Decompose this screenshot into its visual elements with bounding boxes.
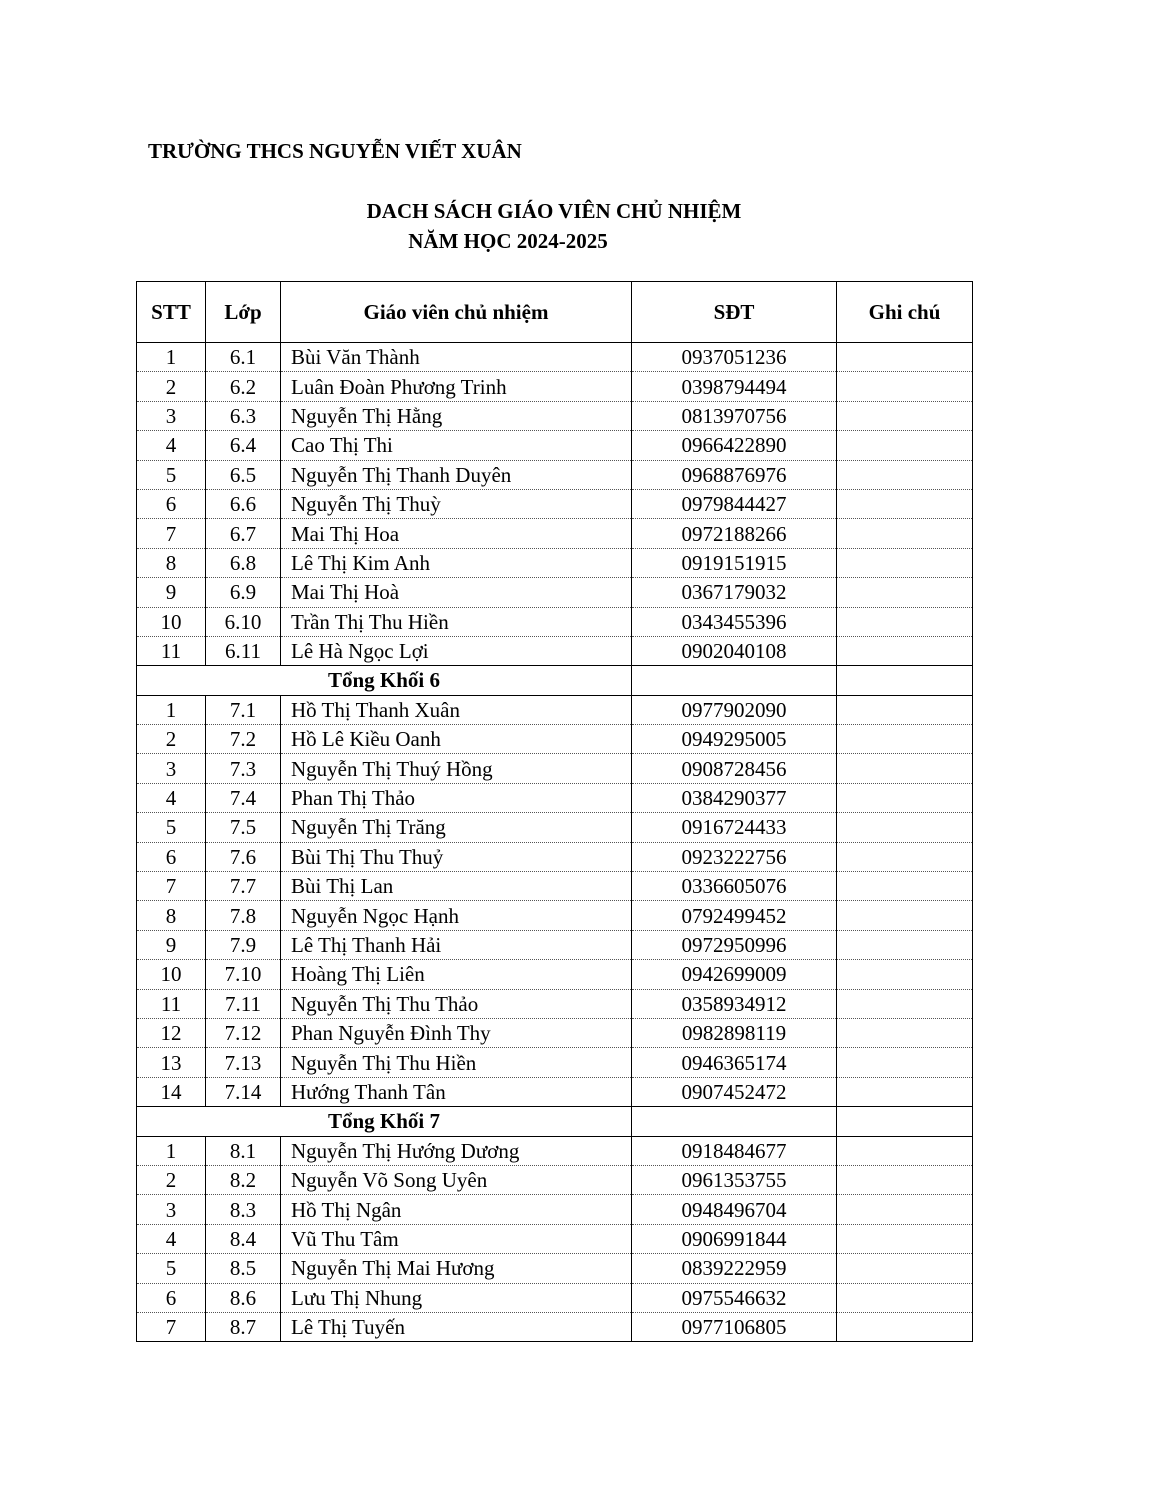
row-teacher-name: Nguyễn Thị Thu Hiền xyxy=(281,1048,632,1077)
row-note xyxy=(837,1018,973,1047)
row-class: 7.11 xyxy=(206,989,281,1018)
row-class: 7.1 xyxy=(206,695,281,724)
row-class: 7.12 xyxy=(206,1018,281,1047)
row-teacher-name: Mai Thị Hoà xyxy=(281,578,632,607)
row-class: 7.5 xyxy=(206,813,281,842)
row-note xyxy=(837,1254,973,1283)
row-teacher-name: Luân Đoàn Phương Trinh xyxy=(281,372,632,401)
row-class: 7.14 xyxy=(206,1077,281,1106)
row-class: 6.3 xyxy=(206,401,281,430)
table-row xyxy=(137,1224,973,1253)
table-row xyxy=(137,401,973,430)
row-note xyxy=(837,1136,973,1165)
table-row xyxy=(137,901,973,930)
row-teacher-name: Nguyễn Thị Trăng xyxy=(281,813,632,842)
row-phone: 0982898119 xyxy=(632,1018,837,1047)
row-note xyxy=(837,725,973,754)
row-stt: 3 xyxy=(137,401,206,430)
row-phone: 0977106805 xyxy=(632,1312,837,1341)
row-phone: 0977902090 xyxy=(632,695,837,724)
row-class: 6.2 xyxy=(206,372,281,401)
table-row xyxy=(137,636,973,665)
row-class: 8.6 xyxy=(206,1283,281,1312)
table-row xyxy=(137,842,973,871)
table-row xyxy=(137,607,973,636)
row-teacher-name: Vũ Thu Tâm xyxy=(281,1224,632,1253)
table-row xyxy=(137,1283,973,1312)
row-stt: 6 xyxy=(137,489,206,518)
row-note xyxy=(837,489,973,518)
group-total-note xyxy=(837,666,973,695)
row-phone: 0908728456 xyxy=(632,754,837,783)
row-note xyxy=(837,1283,973,1312)
row-note xyxy=(837,695,973,724)
row-class: 6.7 xyxy=(206,519,281,548)
row-note xyxy=(837,872,973,901)
row-stt: 4 xyxy=(137,783,206,812)
row-phone: 0942699009 xyxy=(632,960,837,989)
row-note xyxy=(837,901,973,930)
row-stt: 8 xyxy=(137,548,206,577)
row-phone: 0979844427 xyxy=(632,489,837,518)
row-teacher-name: Lê Thị Kim Anh xyxy=(281,548,632,577)
row-note xyxy=(837,372,973,401)
row-note xyxy=(837,1077,973,1106)
row-teacher-name: Hồ Thị Ngân xyxy=(281,1195,632,1224)
row-class: 6.6 xyxy=(206,489,281,518)
row-stt: 12 xyxy=(137,1018,206,1047)
row-note xyxy=(837,783,973,812)
row-teacher-name: Bùi Thị Thu Thuỷ xyxy=(281,842,632,871)
row-stt: 8 xyxy=(137,901,206,930)
table-row xyxy=(137,343,973,372)
row-teacher-name: Nguyễn Thị Hướng Dương xyxy=(281,1136,632,1165)
row-note xyxy=(837,1048,973,1077)
table-row xyxy=(137,460,973,489)
row-stt: 2 xyxy=(137,372,206,401)
row-stt: 5 xyxy=(137,460,206,489)
row-class: 7.7 xyxy=(206,872,281,901)
row-class: 7.4 xyxy=(206,783,281,812)
row-stt: 13 xyxy=(137,1048,206,1077)
row-phone: 0919151915 xyxy=(632,548,837,577)
row-stt: 2 xyxy=(137,725,206,754)
row-teacher-name: Hoàng Thị Liên xyxy=(281,960,632,989)
row-note xyxy=(837,636,973,665)
row-teacher-name: Lưu Thị Nhung xyxy=(281,1283,632,1312)
row-stt: 9 xyxy=(137,930,206,959)
table-body xyxy=(137,343,973,1342)
table-row xyxy=(137,783,973,812)
row-stt: 2 xyxy=(137,1165,206,1194)
row-phone: 0398794494 xyxy=(632,372,837,401)
row-note xyxy=(837,754,973,783)
teacher-table xyxy=(136,281,973,1342)
row-stt: 5 xyxy=(137,1254,206,1283)
group-total-label: Tổng Khối 7 xyxy=(137,1107,632,1136)
row-note xyxy=(837,343,973,372)
column-header-note: Ghi chú xyxy=(837,282,973,343)
column-header-stt: STT xyxy=(137,282,206,343)
table-row xyxy=(137,1195,973,1224)
group-total-row xyxy=(137,1107,973,1136)
row-note xyxy=(837,548,973,577)
row-phone: 0961353755 xyxy=(632,1165,837,1194)
row-note xyxy=(837,930,973,959)
row-phone: 0916724433 xyxy=(632,813,837,842)
row-note xyxy=(837,607,973,636)
row-note xyxy=(837,578,973,607)
group-total-row xyxy=(137,666,973,695)
table-row xyxy=(137,548,973,577)
row-teacher-name: Phan Nguyễn Đình Thy xyxy=(281,1018,632,1047)
table-row xyxy=(137,930,973,959)
row-teacher-name: Phan Thị Thảo xyxy=(281,783,632,812)
table-header-row xyxy=(137,282,973,343)
table-row xyxy=(137,431,973,460)
document-title: DACH SÁCH GIÁO VIÊN CHỦ NHIỆM xyxy=(366,199,742,223)
row-class: 8.5 xyxy=(206,1254,281,1283)
row-teacher-name: Hồ Lê Kiều Oanh xyxy=(281,725,632,754)
school-name: TRƯỜNG THCS NGUYỄN VIẾT XUÂN xyxy=(148,139,522,163)
table-row xyxy=(137,489,973,518)
row-stt: 3 xyxy=(137,754,206,783)
row-class: 6.11 xyxy=(206,636,281,665)
row-phone: 0975546632 xyxy=(632,1283,837,1312)
table-row xyxy=(137,754,973,783)
row-phone: 0906991844 xyxy=(632,1224,837,1253)
table-row xyxy=(137,1018,973,1047)
row-stt: 7 xyxy=(137,519,206,548)
row-phone: 0918484677 xyxy=(632,1136,837,1165)
group-total-phone xyxy=(632,666,837,695)
table-row xyxy=(137,1165,973,1194)
table-row xyxy=(137,1048,973,1077)
column-header-phone: SĐT xyxy=(632,282,837,343)
row-note xyxy=(837,1195,973,1224)
row-teacher-name: Nguyễn Thị Thuý Hồng xyxy=(281,754,632,783)
row-class: 8.3 xyxy=(206,1195,281,1224)
row-class: 6.5 xyxy=(206,460,281,489)
row-teacher-name: Lê Thị Thanh Hải xyxy=(281,930,632,959)
row-class: 6.8 xyxy=(206,548,281,577)
row-note xyxy=(837,1224,973,1253)
row-phone: 0839222959 xyxy=(632,1254,837,1283)
row-phone: 0792499452 xyxy=(632,901,837,930)
row-phone: 0902040108 xyxy=(632,636,837,665)
row-teacher-name: Lê Thị Tuyến xyxy=(281,1312,632,1341)
row-teacher-name: Mai Thị Hoa xyxy=(281,519,632,548)
row-teacher-name: Nguyễn Ngọc Hạnh xyxy=(281,901,632,930)
row-teacher-name: Hướng Thanh Tân xyxy=(281,1077,632,1106)
table-row xyxy=(137,1136,973,1165)
row-phone: 0907452472 xyxy=(632,1077,837,1106)
row-teacher-name: Lê Hà Ngọc Lợi xyxy=(281,636,632,665)
row-teacher-name: Nguyễn Thị Hằng xyxy=(281,401,632,430)
row-phone: 0343455396 xyxy=(632,607,837,636)
school-year: NĂM HỌC 2024-2025 xyxy=(408,229,608,253)
row-stt: 11 xyxy=(137,989,206,1018)
row-class: 7.2 xyxy=(206,725,281,754)
row-phone: 0937051236 xyxy=(632,343,837,372)
row-phone: 0948496704 xyxy=(632,1195,837,1224)
row-teacher-name: Nguyễn Thị Mai Hương xyxy=(281,1254,632,1283)
table-row xyxy=(137,519,973,548)
row-class: 8.7 xyxy=(206,1312,281,1341)
row-stt: 4 xyxy=(137,431,206,460)
table-row xyxy=(137,725,973,754)
row-phone: 0358934912 xyxy=(632,989,837,1018)
row-teacher-name: Nguyễn Võ Song Uyên xyxy=(281,1165,632,1194)
row-stt: 1 xyxy=(137,343,206,372)
row-note xyxy=(837,460,973,489)
group-total-phone xyxy=(632,1107,837,1136)
column-header-teacher: Giáo viên chủ nhiệm xyxy=(281,282,632,343)
group-total-label: Tổng Khối 6 xyxy=(137,666,632,695)
row-phone: 0968876976 xyxy=(632,460,837,489)
table-row xyxy=(137,695,973,724)
row-stt: 14 xyxy=(137,1077,206,1106)
row-stt: 10 xyxy=(137,960,206,989)
row-class: 6.9 xyxy=(206,578,281,607)
row-teacher-name: Bùi Thị Lan xyxy=(281,872,632,901)
row-stt: 4 xyxy=(137,1224,206,1253)
row-stt: 7 xyxy=(137,1312,206,1341)
row-phone: 0972950996 xyxy=(632,930,837,959)
row-note xyxy=(837,401,973,430)
row-stt: 1 xyxy=(137,1136,206,1165)
row-class: 7.8 xyxy=(206,901,281,930)
row-teacher-name: Trần Thị Thu Hiền xyxy=(281,607,632,636)
table-row xyxy=(137,989,973,1018)
row-note xyxy=(837,989,973,1018)
row-note xyxy=(837,519,973,548)
row-class: 7.9 xyxy=(206,930,281,959)
row-stt: 6 xyxy=(137,842,206,871)
table-row xyxy=(137,1254,973,1283)
row-stt: 3 xyxy=(137,1195,206,1224)
row-class: 6.10 xyxy=(206,607,281,636)
row-teacher-name: Hồ Thị Thanh Xuân xyxy=(281,695,632,724)
row-teacher-name: Nguyễn Thị Thanh Duyên xyxy=(281,460,632,489)
row-phone: 0966422890 xyxy=(632,431,837,460)
row-class: 8.1 xyxy=(206,1136,281,1165)
row-stt: 10 xyxy=(137,607,206,636)
row-note xyxy=(837,1312,973,1341)
row-note xyxy=(837,431,973,460)
row-teacher-name: Cao Thị Thi xyxy=(281,431,632,460)
row-stt: 5 xyxy=(137,813,206,842)
row-stt: 9 xyxy=(137,578,206,607)
table-row xyxy=(137,960,973,989)
row-phone: 0384290377 xyxy=(632,783,837,812)
table-row xyxy=(137,372,973,401)
row-stt: 11 xyxy=(137,636,206,665)
table-row xyxy=(137,813,973,842)
row-class: 7.6 xyxy=(206,842,281,871)
row-class: 6.4 xyxy=(206,431,281,460)
row-stt: 1 xyxy=(137,695,206,724)
row-stt: 6 xyxy=(137,1283,206,1312)
row-note xyxy=(837,960,973,989)
table-row xyxy=(137,872,973,901)
group-total-note xyxy=(837,1107,973,1136)
table-row xyxy=(137,1077,973,1106)
table-row xyxy=(137,1312,973,1341)
row-teacher-name: Nguyễn Thị Thuỳ xyxy=(281,489,632,518)
row-stt: 7 xyxy=(137,872,206,901)
row-phone: 0923222756 xyxy=(632,842,837,871)
row-note xyxy=(837,813,973,842)
row-class: 7.10 xyxy=(206,960,281,989)
column-header-class: Lớp xyxy=(206,282,281,343)
table-row xyxy=(137,578,973,607)
row-class: 6.1 xyxy=(206,343,281,372)
row-note xyxy=(837,842,973,871)
row-phone: 0972188266 xyxy=(632,519,837,548)
row-note xyxy=(837,1165,973,1194)
row-class: 7.13 xyxy=(206,1048,281,1077)
row-class: 8.2 xyxy=(206,1165,281,1194)
row-phone: 0946365174 xyxy=(632,1048,837,1077)
row-phone: 0336605076 xyxy=(632,872,837,901)
row-phone: 0813970756 xyxy=(632,401,837,430)
row-phone: 0949295005 xyxy=(632,725,837,754)
row-teacher-name: Bùi Văn Thành xyxy=(281,343,632,372)
row-class: 8.4 xyxy=(206,1224,281,1253)
row-teacher-name: Nguyễn Thị Thu Thảo xyxy=(281,989,632,1018)
row-class: 7.3 xyxy=(206,754,281,783)
row-phone: 0367179032 xyxy=(632,578,837,607)
